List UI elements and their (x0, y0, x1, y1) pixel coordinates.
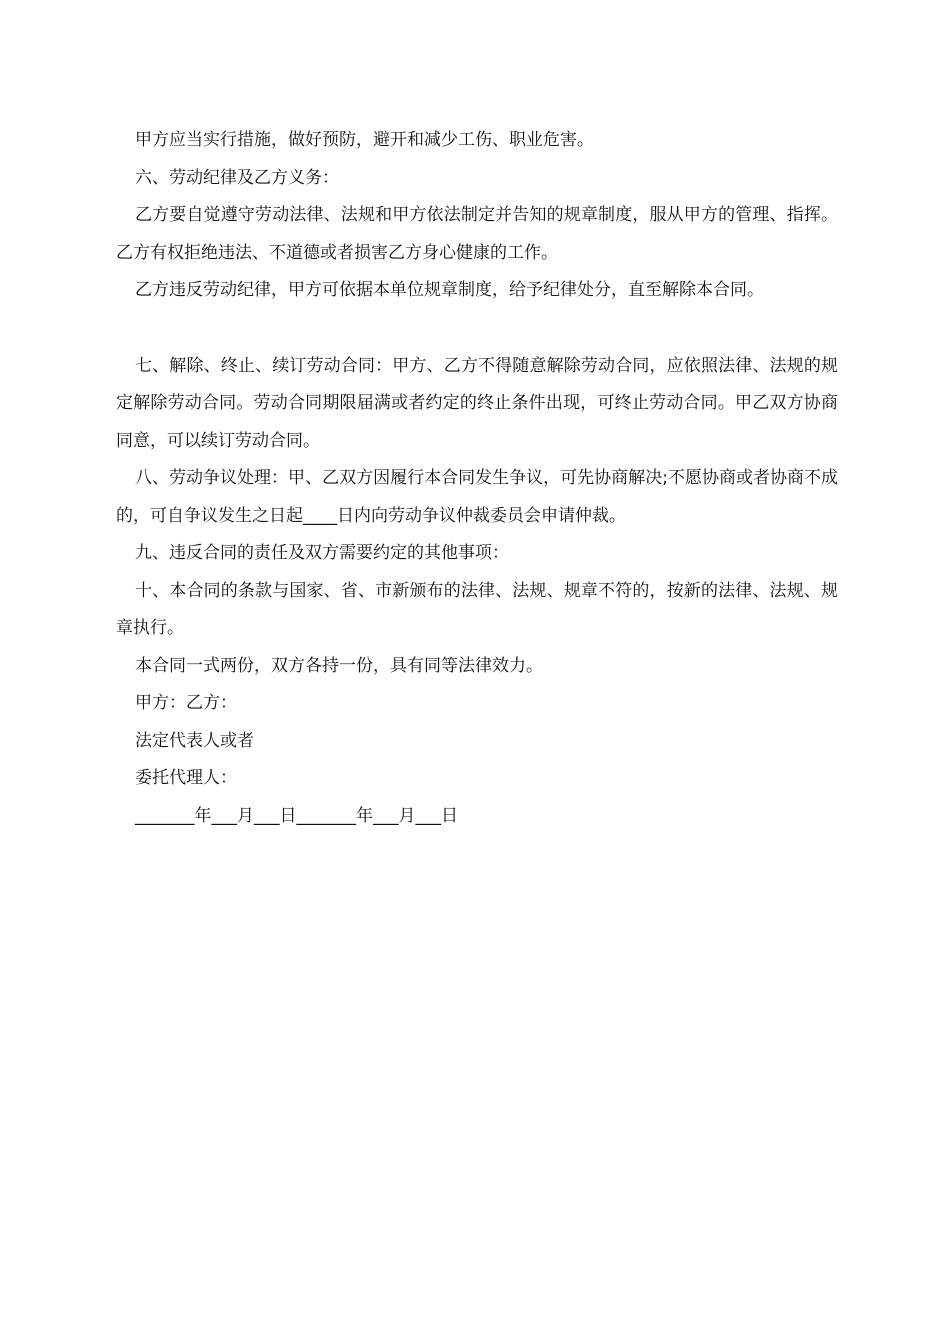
signature-dates: _______年___月___日_______年___月___日 (135, 805, 458, 826)
signature-agent: 委托代理人： (135, 768, 237, 788)
heading-section-9: 九、违反合同的责任及双方需要约定的其他事项： (135, 543, 509, 563)
signature-parties: 甲方：乙方： (135, 693, 237, 713)
paragraph-discipline-obligation: 乙方要自觉遵守劳动法律、法规和甲方依法制定并告知的规章制度，服从甲方的管理、指挥。乙方有权拒绝违法、不道德或者损害乙方身心健康的工作。 (116, 205, 838, 263)
signature-legal-representative: 法定代表人或者 (135, 730, 254, 751)
paragraph-section-7: 七、解除、终止、续订劳动合同：甲方、乙方不得随意解除劳动合同，应依照法律、法规的规定解除劳动合同。劳动合同期限届满或者约定的终止条件出现，可终止劳动合同。甲乙双方协商同意，可以续订劳动合同。 (116, 355, 838, 451)
paragraph-section-10: 十、本合同的条款与国家、省、市新颁布的法律、法规、规章不符的，按新的法律、法规、规章执行。 (116, 580, 838, 638)
contract-body (116, 122, 838, 835)
heading-section-6: 六、劳动纪律及乙方义务： (135, 167, 339, 188)
paragraph-section-8: 八、劳动争议处理：甲、乙双方因履行本合同发生争议，可先协商解决;不愿协商或者协商不成的，可自争议发生之日起____日内向劳动争议仲裁委员会申请仲裁。 (116, 468, 838, 526)
blank-line (116, 310, 838, 348)
paragraph-copies: 本合同一式两份，双方各持一份，具有同等法律效力。 (135, 655, 543, 676)
paragraph-safety: 甲方应当实行措施，做好预防，避开和减少工伤、职业危害。 (135, 130, 594, 150)
paragraph-discipline-violation: 乙方违反劳动纪律，甲方可依据本单位规章制度，给予纪律处分，直至解除本合同。 (135, 280, 764, 300)
